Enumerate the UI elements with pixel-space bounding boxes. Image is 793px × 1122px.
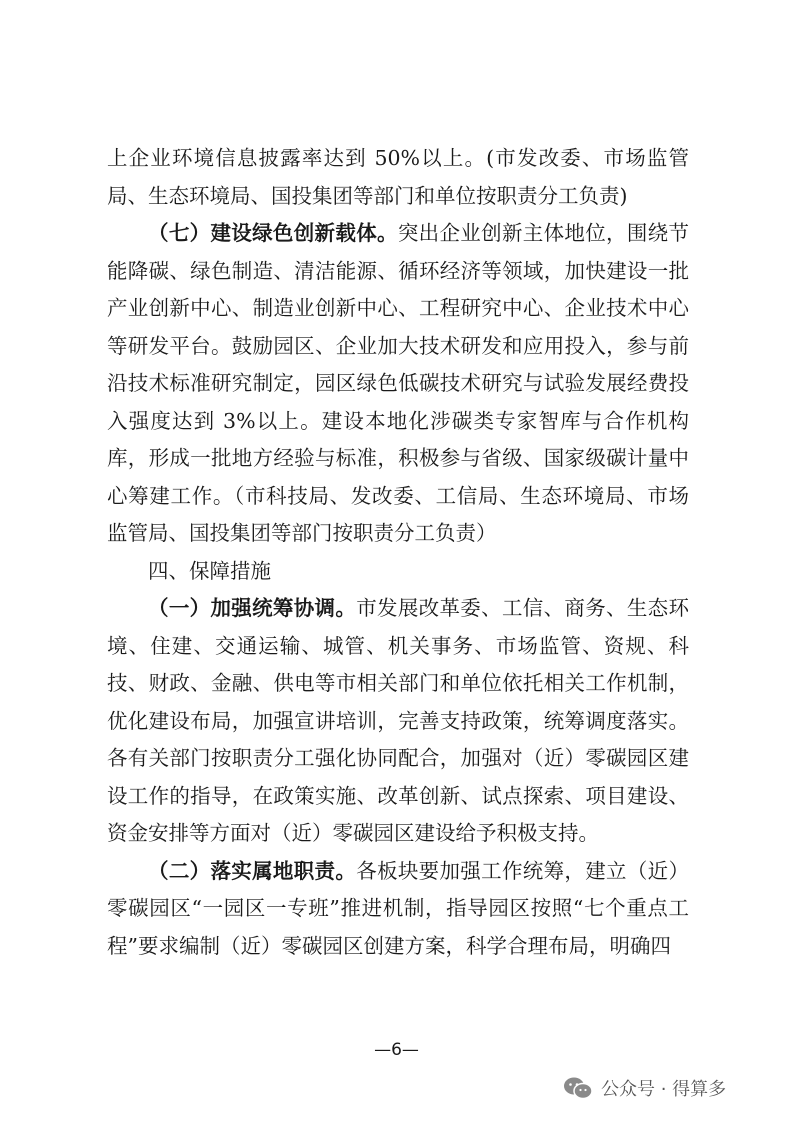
watermark <box>563 1075 726 1101</box>
paragraph-green-innovation <box>107 215 689 553</box>
paragraph-heading: （二）落实属地职责。 <box>148 858 357 883</box>
paragraph-heading: （七）建设绿色创新载体。 <box>148 221 398 245</box>
paragraph-text: 突出企业创新主体地位，围绕节能降碳、绿色制造、清洁能源、循环经济等领域，加快建设一批产业创新中心、制造业创新中心、工程研究中心、企业技术中心等研发平台。鼓励园区、企业加大技术研发和应用投入，参与前沿技术标准研究制定，园区绿色低碳技术研究与试验发展经费投入强度达到 3%以上。建设本地化涉碳类专家智库与合作机构库，形成一批地方经验与标准，积极参与省级、国家级碳计量中心筹建工作。（市科技局、发改委、工信局、生态环境局、市场监管局、国投集团等部门按职责分工负责） <box>107 221 690 545</box>
paragraph-text: 市发展改革委、工信、商务、生态环境、住建、交通运输、城管、机关事务、市场监管、资规、科技、财政、金融、供电等市相关部门和单位依托相关工作机制，优化建设布局，加强宣讲培训，完善支持政策，统筹调度落实。各有关部门按职责分工强化协同配合，加强对（近）零碳园区建设工作的指导，在政策实施、改革创新、试点探索、项目建设、资金安排等方面对（近）零碳园区建设给予积极支持。 <box>107 596 690 845</box>
paragraph-coordination <box>107 590 689 853</box>
paragraph-text: 各板块要加强工作统筹，建立（近）零碳园区“一园区一专班”推进机制，指导园区按照“七个重点工程”要求编制（近）零碳园区创建方案，科学合理布局，明确四 <box>107 858 690 958</box>
wechat-icon <box>563 1076 593 1100</box>
paragraph-continuation <box>107 140 689 215</box>
page-number: —6— <box>374 1040 419 1060</box>
watermark-text: 公众号 · 得算多 <box>601 1079 727 1100</box>
section-heading-safeguards <box>107 553 689 591</box>
paragraph-local-duties <box>107 853 689 966</box>
section-heading-text: 四、保障措施 <box>148 558 271 583</box>
body-text <box>107 140 689 965</box>
paragraph-text: 上企业环境信息披露率达到 50%以上。(市发改委、市场监管局、生态环境局、国投集团等部门和单位按职责分工负责) <box>107 146 689 208</box>
paragraph-heading: （一）加强统筹协调。 <box>148 596 357 620</box>
